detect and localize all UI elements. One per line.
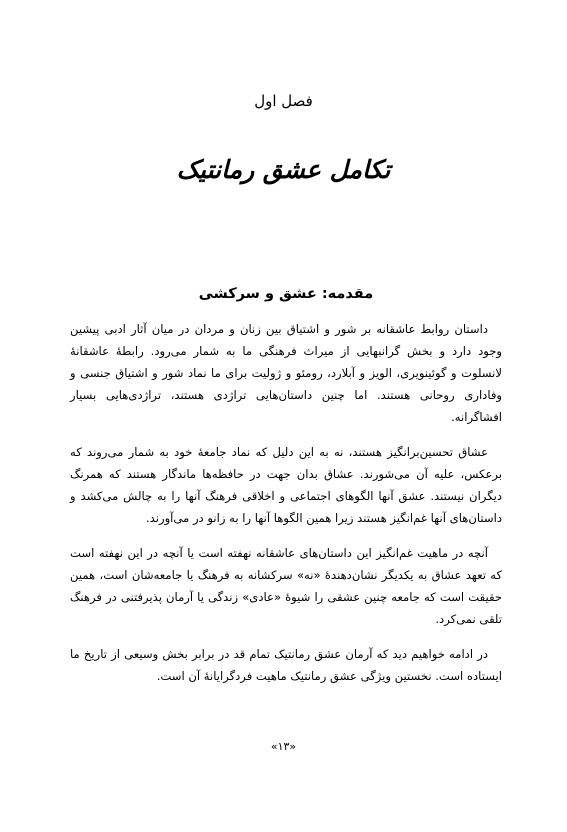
paragraph-1: داستان روابط عاشقانه بر شور و اشتیاق بین زنان و مردان در میان آثار ادبی پیشین وجود دارد و بخش گرانبهایی از میراث فرهنگی ما به شمار می‌رود. رابطهٔ عاشقانهٔ لانسلوت و گوئینویری، الویز و آبلارد، رومئو و ژولیت برای ما نماد شور و اشتیاق جنسی و وفاداری روحانی هستند. اما چنین داستان‌هایی تراژدی هستند، تراژدی‌هایی بسیار افشاگرانه.: [70, 322, 502, 424]
page-number: «۱۳»: [270, 740, 297, 753]
paragraph-4: در ادامه خواهیم دید که آرمان عشق رمانتیک تمام قد در برابر بخش وسیعی از تاریخ ما ایستاده است. نخستین ویژگی عشق رمانتیک ماهیت فردگرایانهٔ آن است.: [70, 647, 502, 683]
paragraph-3: آنچه در ماهیت غم‌انگیز این داستان‌های عاشقانه نهفته است یا آنچه در این نهفته است که تعهد عشاق به یکدیگر نشان‌دهندهٔ «نه» سرکشانه به فرهنگ یا جامعه‌شان است، همین حقیقت است که جامعه چنین عشقی را شیوهٔ «عادی» زندگی یا آرمان پذیرفتنی در فرهنگ تلقی نمی‌کرد.: [70, 546, 502, 626]
paragraph-2: عشاق تحسین‌برانگیز هستند، نه به این دلیل که نماد جامعهٔ خود به شمار می‌روند که برعکس، علیه آن می‌شورند. عشاق بدان جهت در حافظه‌ها ماندگار هستند که همرنگ دیگران نیستند. عشق آنها الگوهای اجتماعی و اخلاقی فرهنگ آنها را به چالش می‌کشد و داستان‌های آنها غم‌انگیز هستند زیرا همین الگوها آنها را به زانو در می‌آورند.: [70, 445, 502, 525]
body-text: [70, 318, 502, 700]
chapter-label: فصل اول: [254, 92, 313, 110]
chapter-title: تکامل عشق رمانتیک: [176, 155, 391, 184]
section-heading: مقدمه: عشق و سرکشی: [198, 286, 374, 302]
